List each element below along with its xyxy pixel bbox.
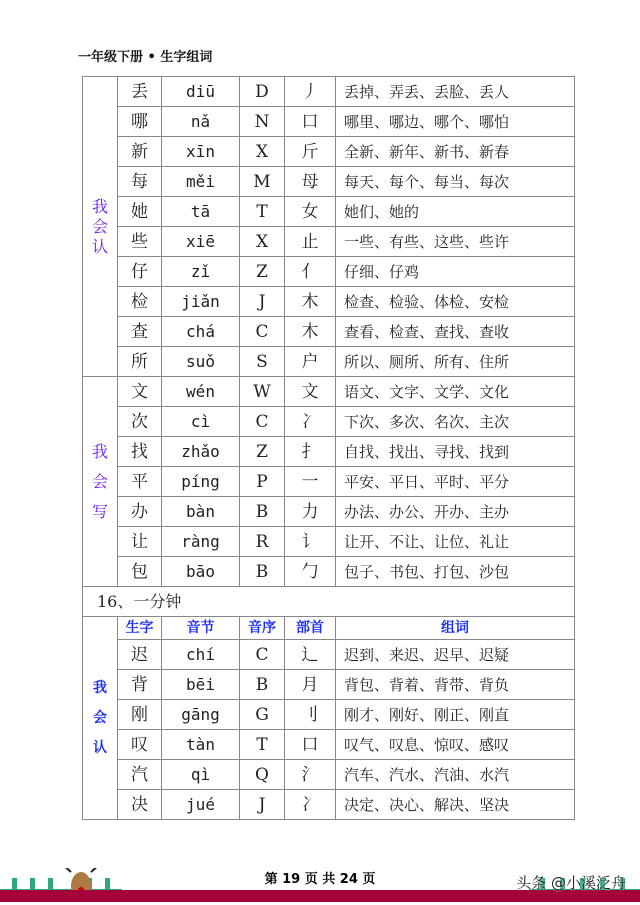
section-label-char: 写 (91, 501, 108, 521)
radical: 口 (285, 730, 336, 760)
character: 新 (118, 137, 162, 167)
radical: 扌 (285, 437, 336, 467)
section-label-char: 认 (91, 236, 108, 256)
character: 次 (118, 407, 162, 437)
pinyin: jué (162, 790, 240, 820)
pinyin: zǐ (162, 257, 240, 287)
character: 办 (118, 497, 162, 527)
initial-letter: B (240, 670, 285, 700)
radical: 冫 (285, 790, 336, 820)
radical: 口 (285, 107, 336, 137)
section-label-char: 会 (91, 471, 108, 491)
column-header: 组词 (336, 617, 575, 640)
word-group: 包子、书包、打包、沙包 (336, 557, 575, 587)
table-row (83, 197, 575, 227)
table-row (83, 700, 575, 730)
table-row (83, 347, 575, 377)
word-group: 一些、有些、这些、些许 (336, 227, 575, 257)
radical: 一 (285, 467, 336, 497)
character: 平 (118, 467, 162, 497)
character: 汽 (118, 760, 162, 790)
radical: 文 (285, 377, 336, 407)
character-table (82, 76, 575, 820)
initial-letter: M (240, 167, 285, 197)
word-group: 汽车、汽水、汽油、水汽 (336, 760, 575, 790)
character: 查 (118, 317, 162, 347)
pinyin: bēi (162, 670, 240, 700)
radical: 讠 (285, 527, 336, 557)
radical: 木 (285, 317, 336, 347)
section-label (83, 617, 118, 820)
radical: 氵 (285, 760, 336, 790)
initial-letter: Z (240, 437, 285, 467)
table-row (83, 640, 575, 670)
word-group: 每天、每个、每当、每次 (336, 167, 575, 197)
table-row (83, 497, 575, 527)
word-group: 平安、平日、平时、平分 (336, 467, 575, 497)
character: 些 (118, 227, 162, 257)
character: 决 (118, 790, 162, 820)
initial-letter: J (240, 790, 285, 820)
radical: 丿 (285, 77, 336, 107)
pinyin: wén (162, 377, 240, 407)
pinyin: qì (162, 760, 240, 790)
table-row (83, 257, 575, 287)
pinyin: jiǎn (162, 287, 240, 317)
radical: 刂 (285, 700, 336, 730)
character: 检 (118, 287, 162, 317)
character: 找 (118, 437, 162, 467)
word-group: 丢掉、弄丢、丢脸、丢人 (336, 77, 575, 107)
initial-letter: P (240, 467, 285, 497)
initial-letter: B (240, 557, 285, 587)
word-group: 仔细、仔鸡 (336, 257, 575, 287)
character: 仔 (118, 257, 162, 287)
table-row (83, 77, 575, 107)
initial-letter: D (240, 77, 285, 107)
section-label-char: 我 (93, 680, 107, 696)
table-row (83, 557, 575, 587)
initial-letter: B (240, 497, 285, 527)
character: 哪 (118, 107, 162, 137)
pinyin: xīn (162, 137, 240, 167)
column-header: 音节 (162, 617, 240, 640)
pinyin: xiē (162, 227, 240, 257)
word-group: 迟到、来迟、迟早、迟疑 (336, 640, 575, 670)
initial-letter: S (240, 347, 285, 377)
pinyin: chí (162, 640, 240, 670)
character: 叹 (118, 730, 162, 760)
word-group: 决定、决心、解决、坚决 (336, 790, 575, 820)
initial-letter: R (240, 527, 285, 557)
section-label (83, 377, 118, 587)
character: 迟 (118, 640, 162, 670)
character: 文 (118, 377, 162, 407)
table-row (83, 730, 575, 760)
pinyin: měi (162, 167, 240, 197)
radical: 女 (285, 197, 336, 227)
column-header: 音序 (240, 617, 285, 640)
initial-letter: C (240, 640, 285, 670)
initial-letter: T (240, 730, 285, 760)
initial-letter: T (240, 197, 285, 227)
initial-letter: C (240, 407, 285, 437)
table-row (83, 760, 575, 790)
initial-letter: W (240, 377, 285, 407)
initial-letter: G (240, 700, 285, 730)
table-row (83, 527, 575, 557)
word-group: 叹气、叹息、惊叹、感叹 (336, 730, 575, 760)
word-group: 她们、她的 (336, 197, 575, 227)
pinyin: tā (162, 197, 240, 227)
word-group: 检查、检验、体检、安检 (336, 287, 575, 317)
column-header: 生字 (118, 617, 162, 640)
table-row (83, 317, 575, 347)
table-row (83, 167, 575, 197)
word-group: 让开、不让、让位、礼让 (336, 527, 575, 557)
word-group: 背包、背着、背带、背负 (336, 670, 575, 700)
watermark: 头条 @小溪泛舟 (516, 874, 626, 892)
initial-letter: J (240, 287, 285, 317)
table-header-row (83, 617, 575, 640)
section-label-char: 会 (93, 710, 107, 726)
table-row (83, 227, 575, 257)
pinyin: suǒ (162, 347, 240, 377)
initial-letter: X (240, 137, 285, 167)
table-row (83, 407, 575, 437)
pinyin: zhǎo (162, 437, 240, 467)
word-group: 自找、找出、寻找、找到 (336, 437, 575, 467)
section-title: 16、一分钟 (83, 587, 575, 617)
table-row (83, 287, 575, 317)
word-group: 哪里、哪边、哪个、哪怕 (336, 107, 575, 137)
word-group: 所以、厕所、所有、住所 (336, 347, 575, 377)
pinyin: píng (162, 467, 240, 497)
pinyin: cì (162, 407, 240, 437)
word-group: 语文、文字、文学、文化 (336, 377, 575, 407)
word-group: 下次、多次、名次、主次 (336, 407, 575, 437)
radical: 户 (285, 347, 336, 377)
page-number: 第 19 页 共 24 页 (264, 872, 376, 887)
word-group: 刚才、刚好、刚正、刚直 (336, 700, 575, 730)
radical: 力 (285, 497, 336, 527)
radical: 止 (285, 227, 336, 257)
radical: 勹 (285, 557, 336, 587)
section-label-char: 我 (91, 196, 108, 216)
character: 背 (118, 670, 162, 700)
section-label-char: 会 (91, 216, 108, 236)
pinyin: ràng (162, 527, 240, 557)
radical: 冫 (285, 407, 336, 437)
pinyin: bàn (162, 497, 240, 527)
word-group: 查看、检查、查找、查收 (336, 317, 575, 347)
table-row (83, 437, 575, 467)
pinyin: diū (162, 77, 240, 107)
radical: 亻 (285, 257, 336, 287)
column-header: 部首 (285, 617, 336, 640)
section-label-char: 我 (91, 441, 108, 461)
radical: 母 (285, 167, 336, 197)
pinyin: bāo (162, 557, 240, 587)
initial-letter: Z (240, 257, 285, 287)
table-row (83, 377, 575, 407)
radical: 斤 (285, 137, 336, 167)
character: 每 (118, 167, 162, 197)
table-row (83, 137, 575, 167)
table-row (83, 670, 575, 700)
pinyin: chá (162, 317, 240, 347)
table-row (83, 790, 575, 820)
section-label-char: 认 (93, 740, 107, 756)
character: 包 (118, 557, 162, 587)
radical: 木 (285, 287, 336, 317)
character: 所 (118, 347, 162, 377)
table-row (83, 107, 575, 137)
word-group: 全新、新年、新书、新春 (336, 137, 575, 167)
initial-letter: X (240, 227, 285, 257)
radical: 月 (285, 670, 336, 700)
table-row (83, 467, 575, 497)
character: 丢 (118, 77, 162, 107)
character: 刚 (118, 700, 162, 730)
pinyin: nǎ (162, 107, 240, 137)
character: 让 (118, 527, 162, 557)
section-label (83, 77, 118, 377)
word-group: 办法、办公、开办、主办 (336, 497, 575, 527)
page-header: 一年级下册 • 生字组词 (78, 50, 213, 65)
pinyin: gāng (162, 700, 240, 730)
radical: 辶 (285, 640, 336, 670)
initial-letter: N (240, 107, 285, 137)
character: 她 (118, 197, 162, 227)
initial-letter: Q (240, 760, 285, 790)
pinyin: tàn (162, 730, 240, 760)
initial-letter: C (240, 317, 285, 347)
